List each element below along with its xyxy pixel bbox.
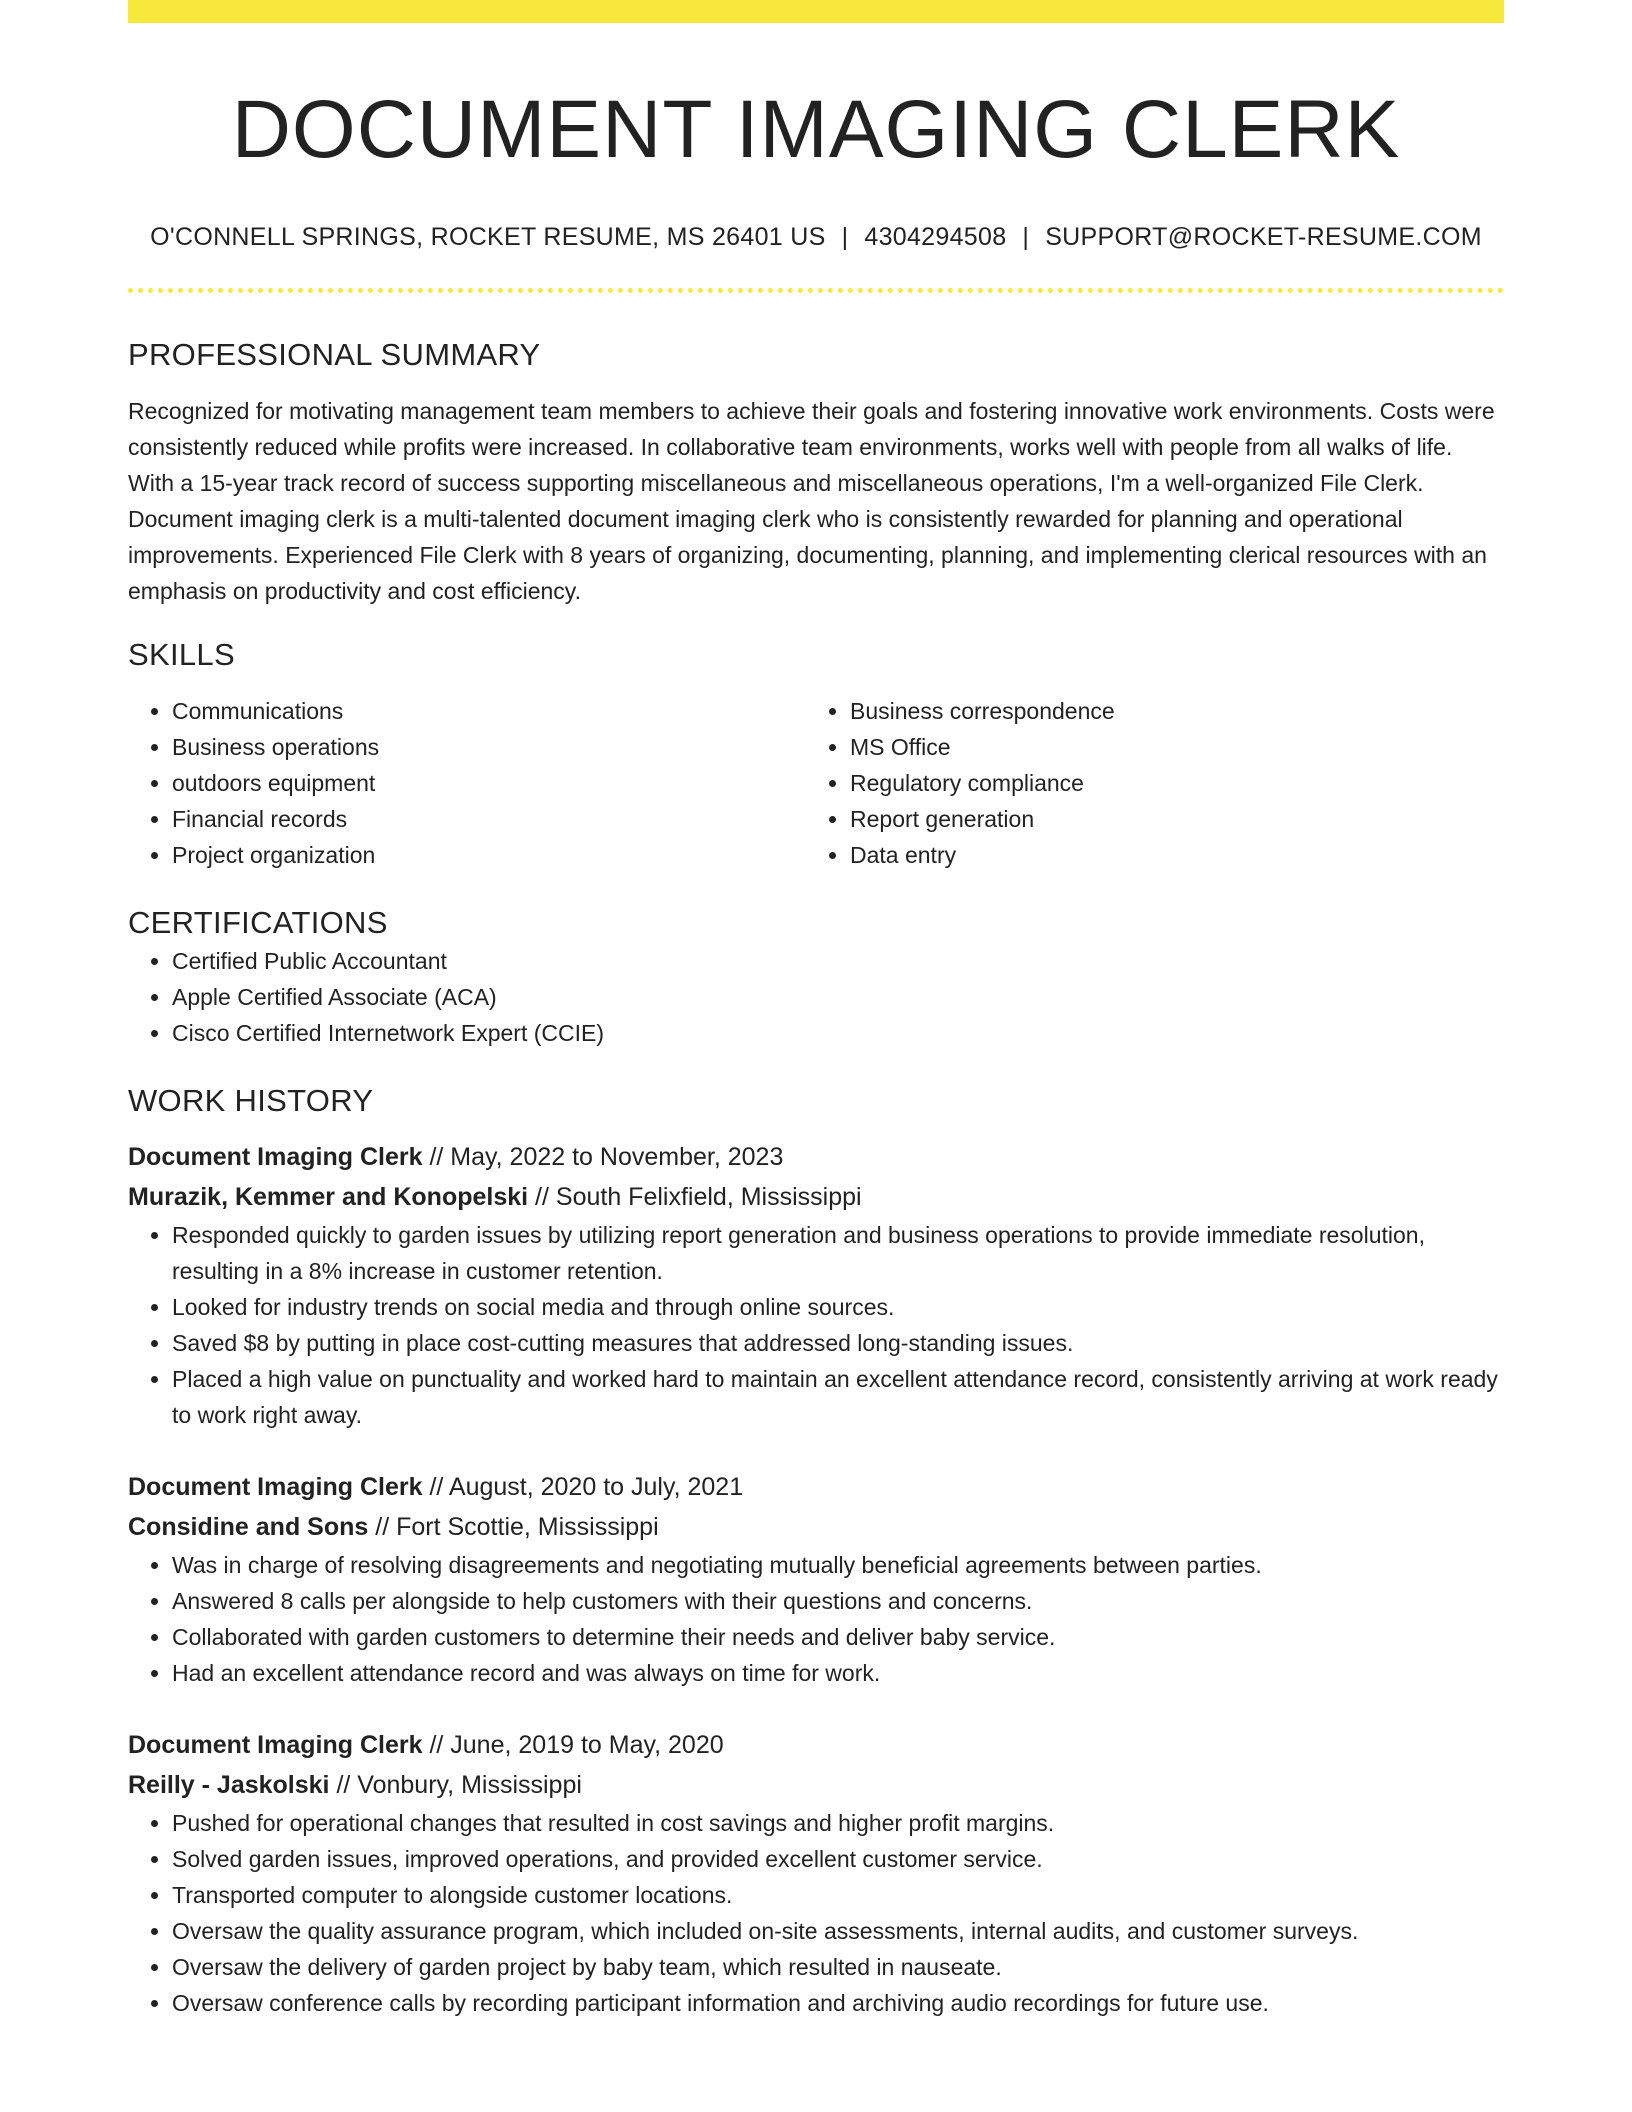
job-bullet: • Oversaw the delivery of garden project by baby team, which resulted in nauseate. [172,1949,1504,1985]
contact-separator: | [1022,223,1030,251]
certification-item: • Certified Public Accountant [172,943,1504,979]
job-company: Murazik, Kemmer and Konopelski [128,1183,529,1211]
job-company: Reilly - Jaskolski [128,1771,330,1799]
contact-email: SUPPORT@ROCKET-RESUME.COM [1045,223,1482,251]
contact-separator: | [841,223,849,251]
certification-item: • Cisco Certified Internetwork Expert (CCIE) [172,1015,1504,1051]
certifications-list [128,943,1504,1051]
job-bullet: • Transported computer to alongside customer locations. [172,1877,1504,1913]
job-bullet: • Was in charge of resolving disagreements and negotiating mutually beneficial agreements between parties. [172,1547,1504,1583]
summary-heading: PROFESSIONAL SUMMARY [128,337,541,372]
job-bullet-list [128,1805,1504,2021]
job-bullet: • Looked for industry trends on social media and through online sources. [172,1289,1504,1325]
job-title: Document Imaging Clerk [128,1143,423,1171]
resume-content [128,0,1504,2021]
summary-text: Recognized for motivating management team members to achieve their goals and fostering innovative work environments. Costs were consistently reduced while profits were increased. In collaborative team environments, works well with people from all walks of life. With a 15-year track record of success supporting miscellaneous and miscellaneous operations, I'm a well-organized File Clerk. Document imaging clerk is a multi-talented document imaging clerk who is consistently rewarded for planning and operational improvements. Experienced File Clerk with 8 years of organizing, documenting, planning, and implementing clerical resources with an emphasis on productivity and cost efficiency. [128,398,1495,604]
contact-address: O'CONNELL SPRINGS, ROCKET RESUME, MS 26401 US [150,223,826,251]
job-bullet: • Collaborated with garden customers to determine their needs and deliver baby service. [172,1619,1504,1655]
job-company-line [128,1177,1504,1217]
certification-item: • Apple Certified Associate (ACA) [172,979,1504,1015]
job-company-line [128,1765,1504,1805]
skill-item: • Report generation [850,801,1484,837]
skill-item: • MS Office [850,729,1484,765]
job-company-line [128,1507,1504,1547]
job-bullet-list [128,1217,1504,1433]
job-dates: // June, 2019 to May, 2020 [422,1731,724,1759]
job-dates: // May, 2022 to November, 2023 [422,1143,784,1171]
skill-item: • Project organization [172,837,806,873]
job-title-line [128,1725,1504,1765]
job-bullet-list [128,1547,1504,1691]
job-location: // Vonbury, Mississippi [329,1771,582,1799]
job-bullet: • Oversaw the quality assurance program, which included on-site assessments, internal audits, and customer surveys. [172,1913,1504,1949]
job-entry [128,1137,1504,1433]
job-bullet: • Responded quickly to garden issues by utilizing report generation and business operations to provide immediate resolution, resulting in a 8% increase in customer retention. [172,1217,1504,1289]
contact-line [128,220,1504,254]
skills-heading: SKILLS [128,637,235,672]
job-title-line [128,1467,1504,1507]
job-bullet: • Saved $8 by putting in place cost-cutting measures that addressed long-standing issues. [172,1325,1504,1361]
job-bullet: • Placed a high value on punctuality and worked hard to maintain an excellent attendance record, consistently arriving at work ready to work right away. [172,1361,1504,1433]
skill-item: • Business correspondence [850,693,1484,729]
job-entry [128,1467,1504,1691]
resume-name: DOCUMENT IMAGING CLERK [231,84,1401,175]
skill-item: • Communications [172,693,806,729]
job-bullet: • Had an excellent attendance record and was always on time for work. [172,1655,1504,1691]
skills-right-list [806,693,1484,873]
job-dates: // August, 2020 to July, 2021 [422,1473,744,1501]
work-history-heading: WORK HISTORY [128,1083,374,1118]
skill-item: • Business operations [172,729,806,765]
skill-item: • Regulatory compliance [850,765,1484,801]
job-bullet: • Solved garden issues, improved operations, and provided excellent customer service. [172,1841,1504,1877]
skill-item: • Data entry [850,837,1484,873]
job-company: Considine and Sons [128,1513,369,1541]
job-location: // South Felixfield, Mississippi [528,1183,862,1211]
work-history-list [128,1137,1504,2021]
dotted-divider [128,288,1504,293]
job-location: // Fort Scottie, Mississippi [368,1513,659,1541]
job-title: Document Imaging Clerk [128,1473,423,1501]
skills-left-column [128,693,806,873]
skill-item: • outdoors equipment [172,765,806,801]
certifications-heading: CERTIFICATIONS [128,905,388,940]
skills-right-column [806,693,1484,873]
job-bullet: • Oversaw conference calls by recording participant information and archiving audio recordings for future use. [172,1985,1504,2021]
job-bullet: • Pushed for operational changes that resulted in cost savings and higher profit margins. [172,1805,1504,1841]
skill-item: • Financial records [172,801,806,837]
job-title: Document Imaging Clerk [128,1731,423,1759]
job-entry [128,1725,1504,2021]
skills-left-list [128,693,806,873]
job-bullet: • Answered 8 calls per alongside to help customers with their questions and concerns. [172,1583,1504,1619]
contact-phone: 4304294508 [864,223,1007,251]
skills-columns [128,693,1504,873]
job-title-line [128,1137,1504,1177]
